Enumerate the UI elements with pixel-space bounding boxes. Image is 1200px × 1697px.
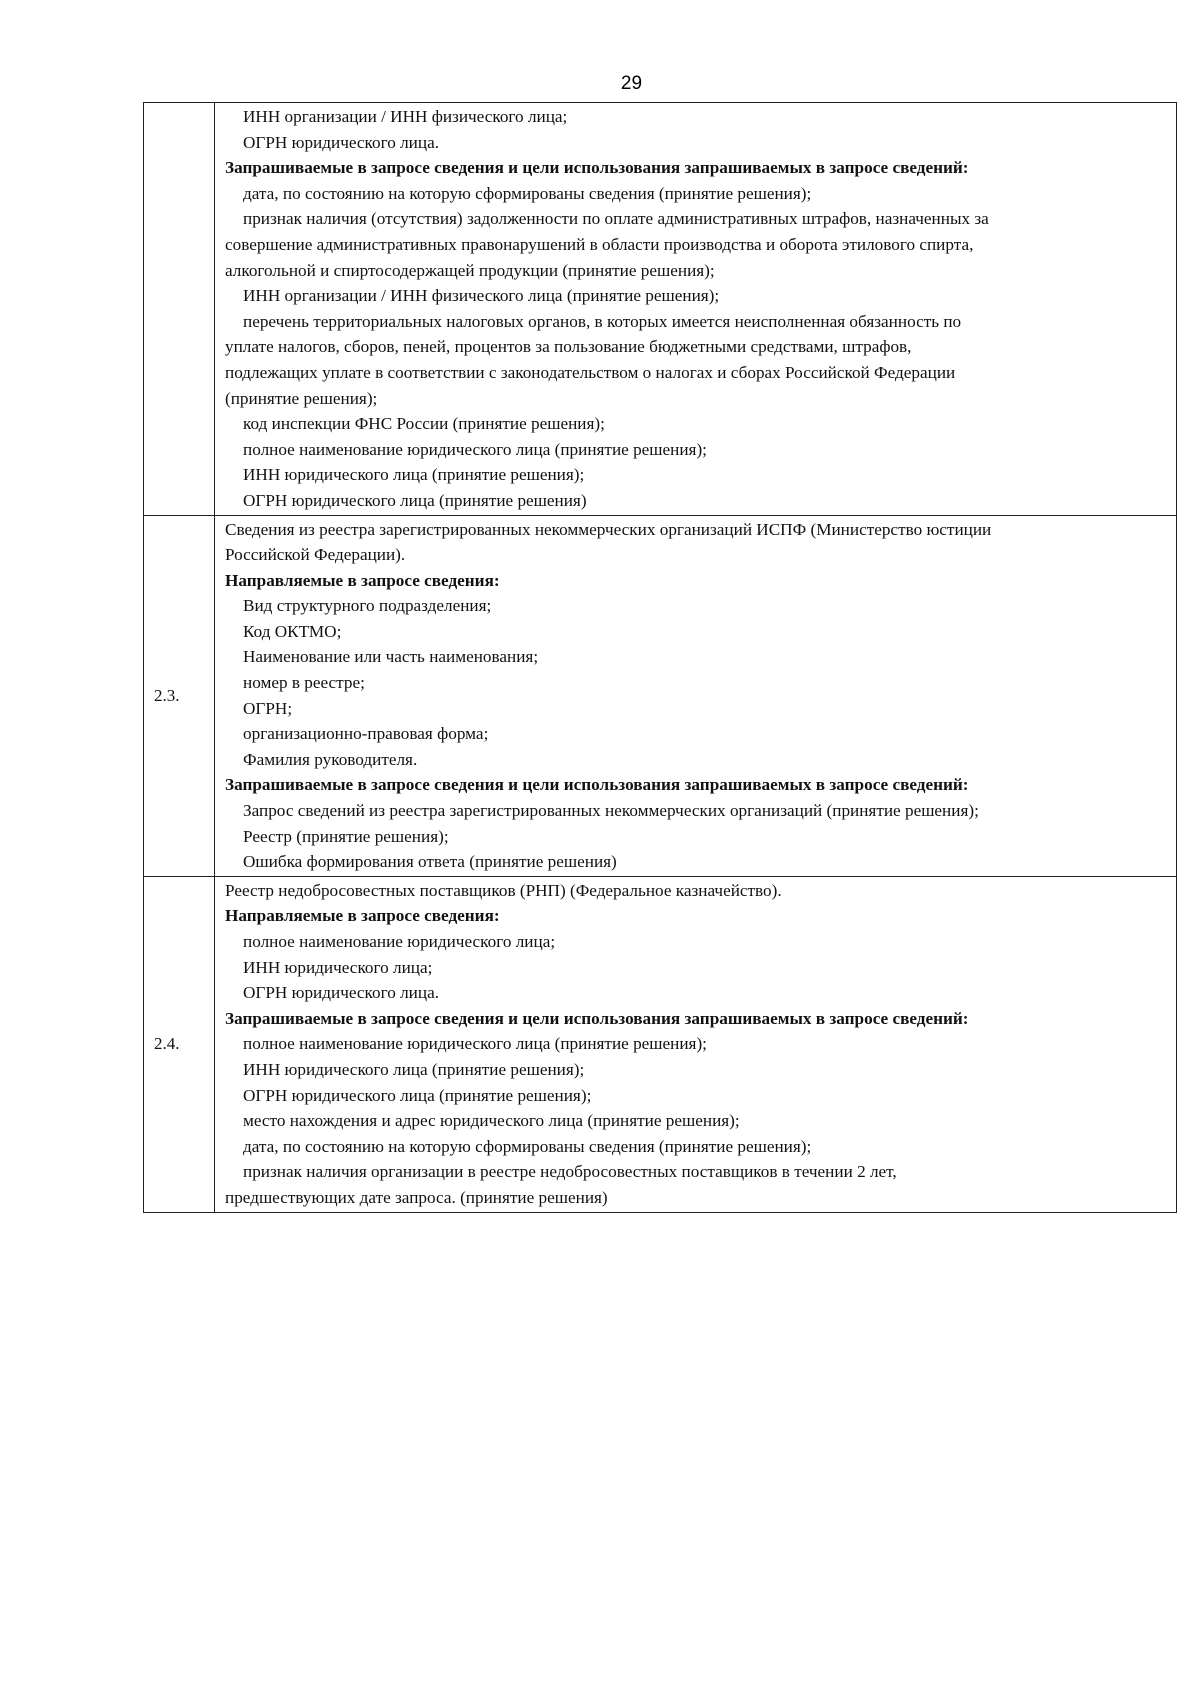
text-line: признак наличия (отсутствия) задолженности по оплате административных штрафов, назначенных за — [243, 209, 989, 229]
table-body — [144, 103, 1177, 1213]
text-line: номер в реестре; — [243, 673, 365, 693]
text-line: код инспекции ФНС России (принятие решения); — [243, 414, 605, 434]
text-line: Наименование или часть наименования; — [243, 647, 539, 667]
text-line: ОГРН юридического лица (принятие решения) — [243, 490, 587, 510]
table-row — [144, 876, 1177, 1212]
text-line: ОГРН юридического лица (принятие решения); — [243, 1085, 592, 1105]
table-row — [144, 103, 1177, 516]
text-line: ОГРН юридического лица. — [243, 983, 440, 1003]
row-content — [215, 876, 1177, 1212]
text-line: ИНН организации / ИНН физического лица (принятие решения); — [243, 286, 720, 306]
text-line: ИНН юридического лица; — [243, 957, 433, 977]
text-line: подлежащих уплате в соответствии с законодательством о налогах и сборах Российской Федерации — [225, 362, 956, 382]
text-line: ИНН организации / ИНН физического лица; — [243, 107, 568, 126]
text-line: Реестр недобросовестных поставщиков (РНП) (Федеральное казначейство). — [225, 880, 782, 900]
text-line: Российской Федерации). — [225, 545, 406, 565]
text-line: признак наличия организации в реестре недобросовестных поставщиков в течении 2 лет, — [243, 1162, 897, 1182]
text-line: Ошибка формирования ответа (принятие решения) — [243, 852, 617, 872]
requirements-table — [143, 102, 1177, 1213]
text-line: Код ОКТМО; — [243, 621, 342, 641]
text-line: ИНН юридического лица (принятие решения); — [243, 465, 585, 485]
text-line: ИНН юридического лица (принятие решения); — [243, 1059, 585, 1079]
row-number: 2.4. — [144, 876, 215, 1212]
text-line: Сведения из реестра зарегистрированных некоммерческих организаций ИСПФ (Министерство юстиции — [225, 519, 992, 539]
row-number — [144, 103, 215, 516]
text-line: организационно-правовая форма; — [243, 724, 489, 744]
section-heading: Направляемые в запросе сведения: — [225, 906, 500, 926]
text-line: место нахождения и адрес юридического лица (принятие решения); — [243, 1111, 740, 1131]
text-line: ОГРН юридического лица. — [243, 132, 440, 152]
row-number: 2.3. — [144, 515, 215, 876]
text-line: предшествующих дате запроса. (принятие решения) — [225, 1187, 608, 1207]
section-heading: Направляемые в запросе сведения: — [225, 570, 500, 590]
text-line: перечень территориальных налоговых органов, в которых имеется неисполненная обязанность по — [243, 311, 962, 331]
text-line: Фамилия руководителя. — [243, 749, 418, 769]
text-line: Запрос сведений из реестра зарегистрированных некоммерческих организаций (принятие решения); — [243, 801, 979, 821]
section-heading: Запрашиваемые в запросе сведения и цели использования запрашиваемых в запросе сведений: — [225, 158, 969, 178]
text-line: ОГРН; — [243, 698, 293, 718]
text-line: (принятие решения); — [225, 388, 378, 408]
text-line: Вид структурного подразделения; — [243, 596, 492, 616]
text-line: совершение административных правонарушений в области производства и оборота этилового спирта, — [225, 234, 974, 254]
section-heading: Запрашиваемые в запросе сведения и цели использования запрашиваемых в запросе сведений: — [225, 775, 969, 795]
section-heading: Запрашиваемые в запросе сведения и цели использования запрашиваемых в запросе сведений: — [225, 1008, 969, 1028]
text-line: алкогольной и спиртосодержащей продукции (принятие решения); — [225, 260, 715, 280]
text-line: уплате налогов, сборов, пеней, процентов за пользование бюджетными средствами, штрафов, — [225, 337, 912, 357]
text-line: Реестр (принятие решения); — [243, 826, 449, 846]
table-row — [144, 515, 1177, 876]
row-content — [215, 103, 1177, 516]
row-content — [215, 515, 1177, 876]
text-line: дата, по состоянию на которую сформированы сведения (принятие решения); — [243, 183, 812, 203]
text-line: полное наименование юридического лица; — [243, 932, 556, 951]
text-line: полное наименование юридического лица (принятие решения); — [243, 1034, 707, 1054]
page-number: 29 — [620, 73, 643, 94]
text-line: дата, по состоянию на которую сформированы сведения (принятие решения); — [243, 1136, 812, 1156]
text-line: полное наименование юридического лица (принятие решения); — [243, 439, 707, 459]
